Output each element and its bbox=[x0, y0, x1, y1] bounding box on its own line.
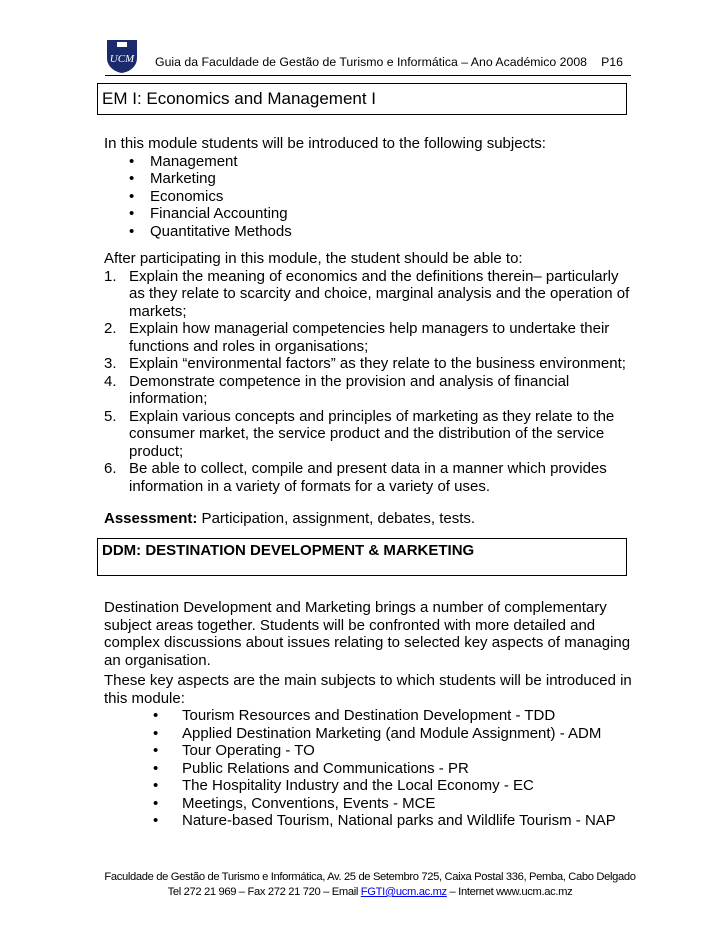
subjects-intro: In this module students will be introduced to the following subjects: bbox=[104, 135, 546, 152]
list-item: • Tour Operating - TO bbox=[153, 742, 315, 759]
assessment-line: Assessment: Participation, assignment, debates, tests. bbox=[104, 510, 476, 527]
page-footer bbox=[100, 870, 640, 900]
list-item: 2. Explain how managerial competencies help managers to undertake their functions and roles in organisations; bbox=[104, 320, 610, 355]
list-item: • Quantitative Methods bbox=[129, 222, 292, 240]
list-item: • Meetings, Conventions, Events - MCE bbox=[153, 794, 436, 812]
guide-title: Guia da Faculdade de Gestão de Turismo e Informática – Ano Académico 2008 bbox=[155, 55, 588, 69]
list-item: • Economics bbox=[129, 187, 224, 205]
section-em1-body bbox=[104, 135, 632, 528]
section-title-em1: EM I: Economics and Management I bbox=[97, 83, 627, 115]
em1-subject-list bbox=[104, 153, 632, 241]
university-logo bbox=[105, 38, 139, 74]
outcomes-intro: After participating in this module, the student should be able to: bbox=[104, 250, 523, 267]
page-number: P16 bbox=[601, 55, 623, 69]
list-item: 6. Be able to collect, compile and present data in a manner which provides information in a variety of formats for a variety of uses. bbox=[104, 460, 607, 495]
list-item: • Management bbox=[129, 152, 238, 170]
list-item: • Financial Accounting bbox=[129, 205, 288, 222]
footer-address: Faculdade de Gestão de Turismo e Informática, Av. 25 de Setembro 725, Caixa Postal 336, Pemba, Cabo Delgado bbox=[104, 871, 636, 883]
list-item: 5. Explain various concepts and principles of marketing as they relate to the consumer market, the service product and the distribution of the service product; bbox=[104, 407, 615, 460]
ddm-paragraph-subjects: These key aspects are the main subjects to which students will be introduced in this module: bbox=[104, 672, 632, 707]
list-item: • Nature-based Tourism, National parks and Wildlife Tourism - NAP bbox=[153, 812, 616, 829]
list-item: • Public Relations and Communications - PR bbox=[153, 759, 469, 777]
outcomes-list bbox=[104, 268, 632, 496]
list-item: 3. Explain “environmental factors” as they relate to the business environment; bbox=[104, 355, 626, 372]
footer-contact: Tel 272 21 969 – Fax 272 21 720 – Email FGTI@ucm.ac.mz – Internet www.ucm.ac.mz bbox=[167, 886, 573, 898]
section-ddm-body bbox=[104, 599, 632, 830]
list-item: 4. Demonstrate competence in the provision and analysis of financial information; bbox=[104, 372, 570, 407]
page-header bbox=[105, 38, 631, 76]
ddm-subject-list bbox=[104, 707, 632, 830]
header-divider bbox=[105, 75, 631, 76]
email-link[interactable]: FGTI@ucm.ac.mz bbox=[360, 886, 447, 898]
list-item: • Marketing bbox=[129, 170, 216, 187]
list-item: 1. Explain the meaning of economics and the definitions therein– particularly as they relate to scarcity and choice, marginal analysis and the operation of markets; bbox=[104, 267, 630, 320]
list-item: • Applied Destination Marketing (and Module Assignment) - ADM bbox=[153, 724, 602, 742]
section-title-ddm: DDM: DESTINATION DEVELOPMENT & MARKETING bbox=[97, 538, 627, 576]
list-item: • The Hospitality Industry and the Local Economy - EC bbox=[153, 777, 534, 794]
svg-text:UCM: UCM bbox=[109, 53, 135, 65]
list-item: • Tourism Resources and Destination Development - TDD bbox=[153, 707, 556, 724]
ddm-paragraph: Destination Development and Marketing brings a number of complementary subject areas together. Students will be confronted with more detailed and complex discussions about issues relating to selected key aspects of managing an organisation. bbox=[104, 599, 631, 669]
